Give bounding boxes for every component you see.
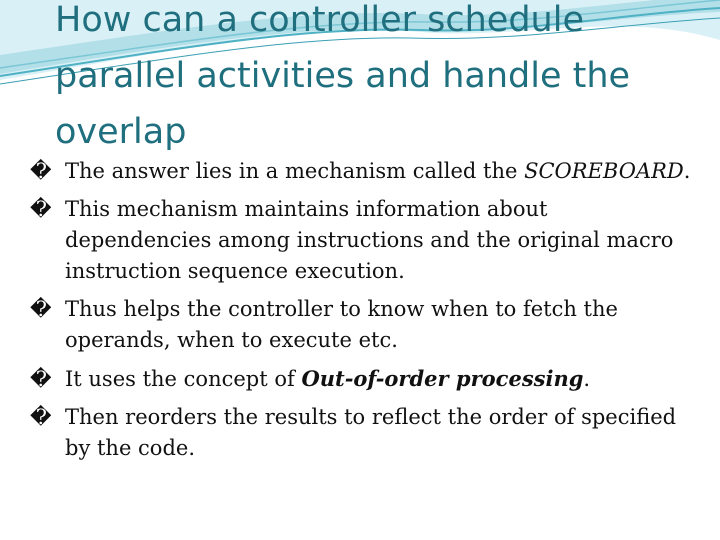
bullet-marker-icon: �	[30, 159, 52, 183]
title-line-1: How can a controller schedule	[55, 0, 584, 40]
bullet-text: It uses the concept of	[65, 367, 302, 391]
bullet-text-end: .	[683, 159, 691, 183]
slide-title	[55, 0, 705, 160]
bullet-item	[30, 294, 700, 356]
bullet-marker-icon: �	[30, 367, 52, 391]
bullet-marker-icon: �	[30, 197, 52, 221]
bullet-item	[30, 156, 700, 187]
bullet-emphasis: Out-of-order processing	[301, 366, 584, 391]
bullet-item	[30, 194, 700, 287]
bullet-list	[30, 156, 700, 471]
bullet-text: Then reorders the results to reflect the order of specified by the code.	[65, 405, 677, 460]
bullet-emphasis: SCOREBOARD	[524, 159, 684, 183]
bullet-text: This mechanism maintains information about dependencies among instructions and the original macro instruction sequence execution.	[65, 197, 674, 283]
bullet-text: Thus helps the controller to know when to fetch the operands, when to execute etc.	[65, 297, 618, 352]
bullet-item	[30, 402, 700, 464]
bullet-text-end: .	[583, 367, 591, 391]
title-line-3: overlap	[55, 112, 187, 152]
bullet-text: The answer lies in a mechanism called the	[65, 159, 525, 183]
bullet-marker-icon: �	[30, 405, 52, 429]
bullet-item	[30, 363, 700, 395]
title-line-2: parallel activities and handle the	[55, 56, 631, 96]
bullet-marker-icon: �	[30, 297, 52, 321]
